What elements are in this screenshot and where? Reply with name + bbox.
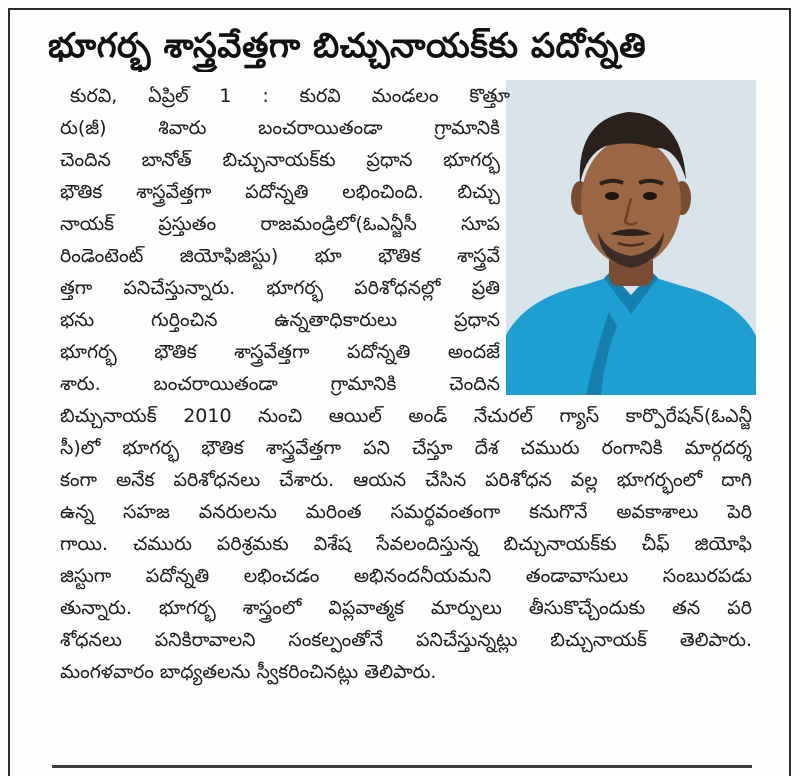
article-line: కంగా అనేక పరిశోధనలు చేశారు. ఆయన చేసిన పరిశోధన వల్ల భూగర్భంలో దాగి — [60, 469, 752, 491]
article-line: చెందిన బానోత్ బిచ్చునాయక్‌కు ప్రధాన భూగర్భ — [60, 149, 500, 171]
article-line: గాయి. చమురు పరిశ్రమకు విశేష సేవలందిస్తున్న బిచ్చునాయక్‌కు చీఫ్ జియోఫి — [60, 533, 752, 555]
clipping-border-top — [8, 8, 791, 10]
article-line: త్తగా పనిచేస్తున్నారు. భూగర్భ పరిశోధనల్లో ప్రతి — [60, 277, 500, 299]
article-line: జిస్టుగా పదోన్నతి లభించడం అభినందనీయమని తండావాసులు సంబురపడు — [60, 565, 752, 587]
article-line: ఉన్న సహజ వనరులను మరింత సమర్థవంతంగా కనుగొనే అవకాశాలు పెరి — [60, 501, 752, 523]
article-line: శోధనలు పనికిరావాలని సంకల్పంతోనే పనిచేస్తున్నట్లు బిచ్చునాయక్ తెలిపారు. — [60, 629, 752, 651]
article-line: బిచ్చునాయక్ 2010 నుంచి ఆయిల్ అండ్ నేచురల్ గ్యాస్ కార్పొరేషన్(ఓఎన్జీ — [60, 405, 752, 427]
article-line: సీ)లో భూగర్భ భౌతిక శాస్త్రవేత్తగా పని చేస్తూ దేశ చమురు రంగానికి మార్గదర్శ — [60, 437, 752, 459]
clipping-border-right — [789, 8, 791, 776]
article-line: మంగళవారం బాధ్యతలను స్వీకరించినట్లు తెలిపారు. — [60, 661, 437, 683]
article-line: తున్నారు. భూగర్భ శాస్త్రంలో విప్లవాత్మక మార్పులు తీసుకొచ్చేందుకు తన పరి — [60, 597, 752, 619]
article-line: రిండెంటెంట్ జియోఫిజిస్టు) భూ భౌతిక శాస్త్రవే — [60, 245, 500, 267]
article-line: శారు. బంచరాయితండా గ్రామానికి చెందిన — [60, 373, 500, 395]
article-line: కురవి, ఏప్రిల్ 1 : కురవి మండలం కొత్తూ — [70, 85, 510, 107]
article-line: నాయక్ ప్రస్తుతం రాజమండ్రిలో(ఓఎన్జీసీ సూప — [60, 213, 500, 235]
article-line: భౌతిక శాస్త్రవేత్తగా పదోన్నతి లభించింది. బిచ్చు — [60, 181, 500, 203]
headline: భూగర్భ శాస్త్రవేత్తగా బిచ్చునాయక్‌కు పదోన్నతి — [48, 26, 647, 66]
article-line: రు(జీ) శివారు బంచరాయితండా గ్రామానికి — [60, 117, 500, 139]
article-line: భూగర్భ భౌతిక శాస్త్రవేత్తగా పదోన్నతి అందజే — [60, 341, 500, 363]
article-line: భను గుర్తించిన ఉన్నతాధికారులు ప్రధాన — [60, 309, 500, 331]
clipping-border-left — [8, 8, 10, 776]
bottom-rule — [52, 765, 752, 768]
article-body — [60, 80, 760, 760]
